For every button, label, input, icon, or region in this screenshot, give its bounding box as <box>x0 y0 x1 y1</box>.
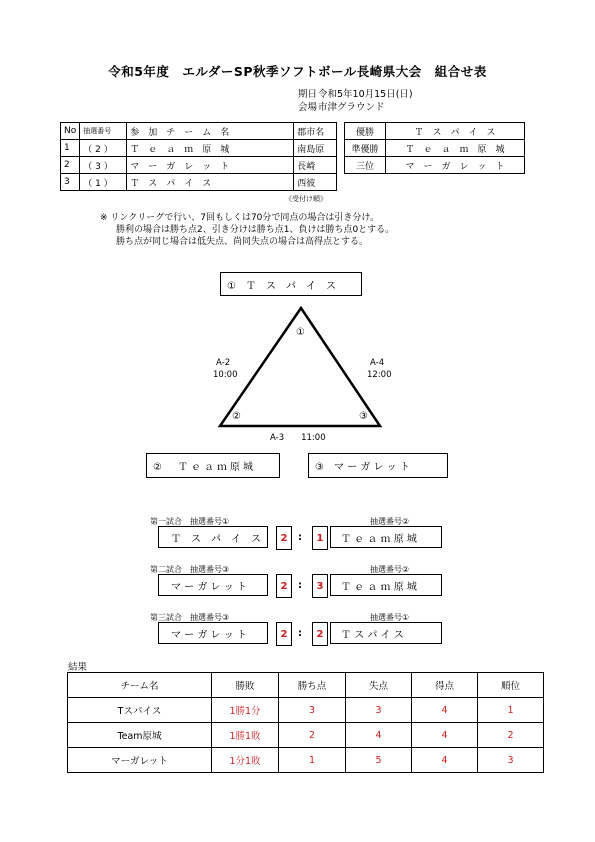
ranking-team: マ ー ガ レ ッ ト <box>386 157 525 174</box>
match-colon: : <box>298 628 302 639</box>
table-row <box>61 140 337 157</box>
result-pts: 1 <box>279 748 346 773</box>
match-score-right: 3 <box>312 574 328 598</box>
ranking-table <box>344 122 525 174</box>
table-row <box>61 157 337 174</box>
note-line: ※ リンクリーグで行い、7回もしくは70分で同点の場合は引き分け。 <box>100 213 380 223</box>
result-lost: 4 <box>346 723 412 748</box>
edge-left-code: A-2 <box>216 358 231 368</box>
edge-bottom: A-3 11:00 <box>270 433 326 443</box>
results-table <box>67 672 544 773</box>
edge-right-code: A-4 <box>370 358 385 368</box>
date-value: 令和5年10月15日(日) <box>318 89 413 100</box>
match-score-right: 2 <box>312 622 328 646</box>
row-no: 1 <box>61 140 80 157</box>
row-lot: （ 2 ） <box>80 140 127 157</box>
results-label: 結果 <box>68 662 88 673</box>
table-row <box>68 748 544 773</box>
result-wl: 1勝1分 <box>212 698 279 723</box>
header-no: No <box>61 123 80 140</box>
table-row <box>61 174 337 191</box>
diagram-top-team: ① Ｔ ス パ イ ス <box>220 272 362 296</box>
match-team-left: マ ー ガ レ ッ ト <box>158 574 268 596</box>
match-team-right: Ｔ ｅ ａ ｍ 原 城 <box>330 574 442 596</box>
result-wl: 1勝1敗 <box>212 723 279 748</box>
row-no: 2 <box>61 157 80 174</box>
match-colon: : <box>298 580 302 591</box>
results-header-wl: 勝敗 <box>212 673 279 698</box>
note-line: 勝利の場合は勝ち点2、引き分けは勝ち点1、負けは勝ち点0とする。 <box>116 225 395 235</box>
ranking-label: 優勝 <box>345 123 386 140</box>
ranking-label: 三位 <box>345 157 386 174</box>
row-lot: （ 1 ） <box>80 174 127 191</box>
date-label: 期日 <box>298 89 318 100</box>
row-team: マ ー ガ レ ッ ト <box>127 157 294 174</box>
row-no: 3 <box>61 174 80 191</box>
row-team: Ｔ ｅ ａ ｍ 原 城 <box>127 140 294 157</box>
result-pts: 2 <box>279 723 346 748</box>
match-score-left: 2 <box>276 574 292 598</box>
results-header <box>68 673 544 698</box>
teams-table-header <box>61 123 337 140</box>
result-scored: 4 <box>412 698 478 723</box>
header-team: 参 加 チ ー ム 名 <box>127 123 294 140</box>
diagram-left-team: ② Ｔｅａｍ原城 <box>146 453 280 478</box>
row-city: 長崎 <box>294 157 337 174</box>
header-lot: 抽選番号 <box>80 123 127 140</box>
vertex-top: ① <box>296 327 305 338</box>
result-pts: 3 <box>279 698 346 723</box>
page-title: 令和5年度 エルダーSP秋季ソフトボール長崎県大会 組合せ表 <box>108 64 487 79</box>
teams-footnote: 《受付け順》 <box>285 195 327 203</box>
header-city: 郡市名 <box>294 123 337 140</box>
result-scored: 4 <box>412 748 478 773</box>
results-header-rank: 順位 <box>478 673 544 698</box>
row-lot: （ 3 ） <box>80 157 127 174</box>
match-team-left: Ｔ ス パ イ ス <box>158 526 268 548</box>
result-team: マーガレット <box>68 748 212 773</box>
result-lost: 3 <box>346 698 412 723</box>
result-scored: 4 <box>412 723 478 748</box>
row-team: Ｔ ス パ イ ス <box>127 174 294 191</box>
result-team: Team原城 <box>68 723 212 748</box>
edge-right-time: 12:00 <box>367 370 392 380</box>
results-header-pts: 勝ち点 <box>279 673 346 698</box>
match-label-right: 抽選番号② <box>370 565 410 574</box>
match-score-right: 1 <box>312 526 328 550</box>
ranking-row <box>345 157 525 174</box>
ranking-team: Ｔ ス パ イ ス <box>386 123 525 140</box>
ranking-row <box>345 140 525 157</box>
results-header-scored: 得点 <box>412 673 478 698</box>
venue-value: 市津グラウンド <box>318 102 385 113</box>
match-team-right: Ｔ ｅ ａ ｍ 原 城 <box>330 526 442 548</box>
match-team-left: マ ー ガ レ ッ ト <box>158 622 268 644</box>
match-label-right: 抽選番号② <box>370 517 410 526</box>
match-label-left: 第二試合 抽選番号③ <box>150 565 230 574</box>
result-rank: 2 <box>478 723 544 748</box>
table-row <box>68 723 544 748</box>
match-score-left: 2 <box>276 526 292 550</box>
note-line: 勝ち点が同じ場合は低失点、尚同失点の場合は高得点とする。 <box>116 237 369 247</box>
triangle-shape <box>220 308 380 426</box>
table-row <box>68 698 544 723</box>
match-label-left: 第三試合 抽選番号③ <box>150 613 230 622</box>
result-wl: 1分1敗 <box>212 748 279 773</box>
result-rank: 1 <box>478 698 544 723</box>
row-city: 西彼 <box>294 174 337 191</box>
row-city: 南島原 <box>294 140 337 157</box>
results-header-lost: 失点 <box>346 673 412 698</box>
vertex-left: ② <box>232 411 241 422</box>
edge-left-time: 10:00 <box>213 370 238 380</box>
ranking-team: Ｔ ｅ ａ ｍ 原 城 <box>386 140 525 157</box>
result-team: Tスパイス <box>68 698 212 723</box>
result-rank: 3 <box>478 748 544 773</box>
match-label-left: 第一試合 抽選番号① <box>150 517 230 526</box>
vertex-right: ③ <box>359 411 368 422</box>
ranking-label: 準優勝 <box>345 140 386 157</box>
results-header-team: チーム名 <box>68 673 212 698</box>
match-label-right: 抽選番号① <box>370 613 410 622</box>
match-team-right: Ｔ ス パ イ ス <box>330 622 442 644</box>
match-score-left: 2 <box>276 622 292 646</box>
venue-label: 会場 <box>298 102 318 113</box>
match-colon: : <box>298 532 302 543</box>
diagram-right-team: ③ マ ー ガ レ ッ ト <box>308 453 448 478</box>
ranking-row <box>345 123 525 140</box>
result-lost: 5 <box>346 748 412 773</box>
teams-table <box>60 122 337 191</box>
